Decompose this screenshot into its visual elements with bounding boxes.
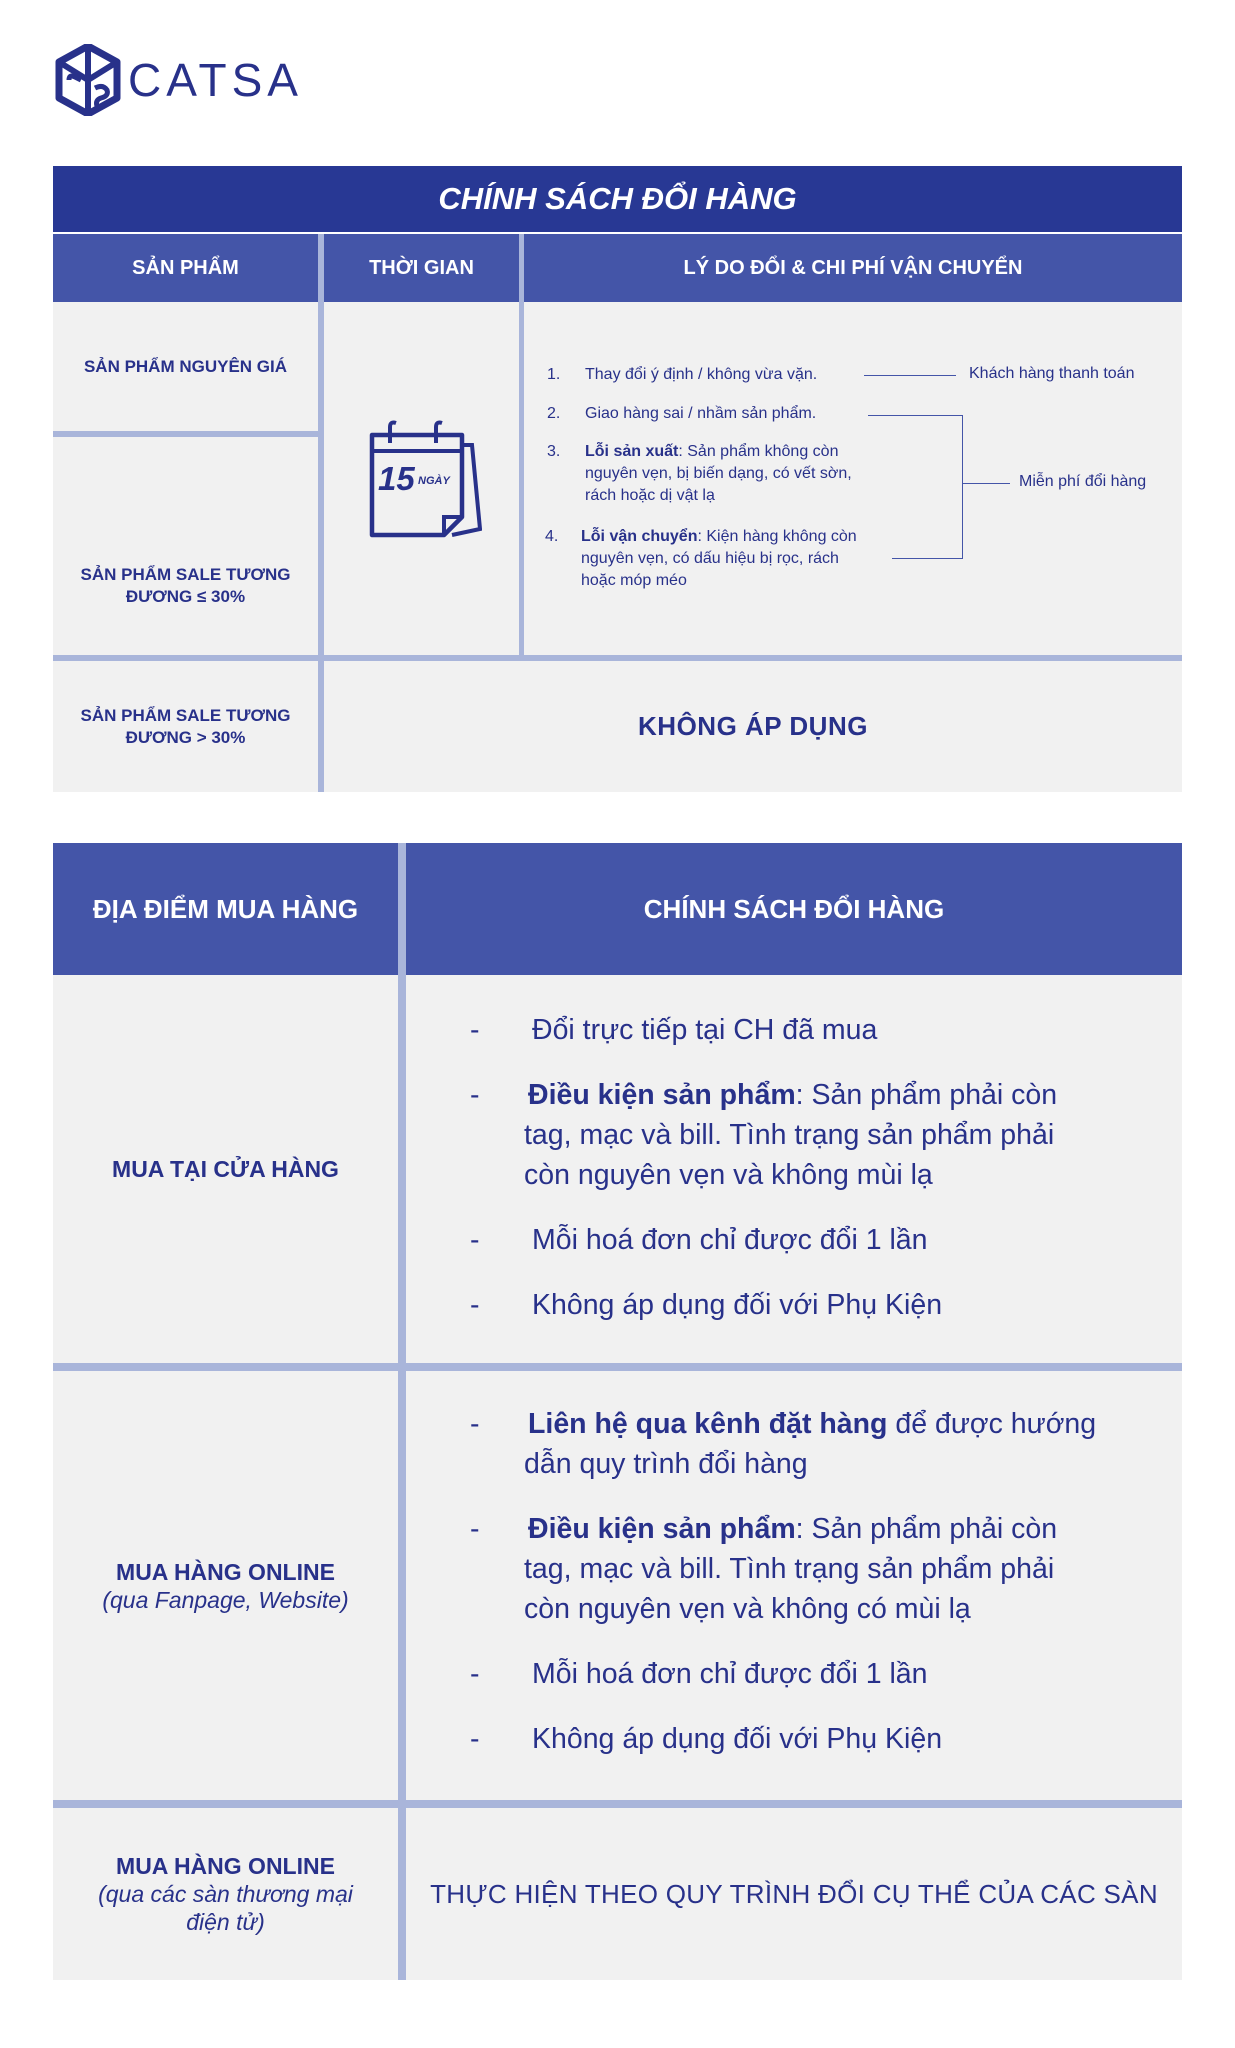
reason-item [585,441,852,507]
reason-number: 3. [547,443,561,460]
policy-item: - Không áp dụng đối với Phụ Kiện [470,1289,943,1321]
reason-text: : Sản phẩm không còn [678,443,839,460]
reason-item: Giao hàng sai / nhầm sản phẩm. [585,405,817,422]
row-label-line: SẢN PHẨM SALE TƯƠNG [80,565,291,584]
reason-text: nguyên vẹn, có dấu hiệu bị rọc, rách [581,550,839,567]
reason-bold: Lỗi sản xuất [585,443,679,460]
catsa-logo-icon [55,44,121,116]
reason-number: 1. [547,366,561,383]
table2-header-policy: CHÍNH SÁCH ĐỔI HÀNG [406,843,1182,975]
policy-item: - Không áp dụng đối với Phụ Kiện [470,1723,943,1755]
duration-unit: NGÀY [418,475,450,487]
location-label: MUA TẠI CỬA HÀNG [112,1156,339,1182]
reason-text: nguyên vẹn, bị biến dạng, có vết sờn, [585,465,852,482]
table2-row-marketplace-policy [406,1808,1182,1980]
store-policy-list [470,1010,1057,1350]
row-label-line: ĐƯƠNG ≤ 30% [125,587,246,606]
reason-text: : Kiện hàng không còn [697,528,857,545]
table2-row-marketplace-location [53,1808,398,1980]
table1-title: CHÍNH SÁCH ĐỔI HÀNG [53,166,1182,232]
row-label-line: ĐƯƠNG > 30% [125,727,246,747]
table1-row-full-price [53,302,318,431]
table2-row-store-location [53,975,398,1363]
row-label: SẢN PHẨM NGUYÊN GIÁ [83,356,288,376]
policy-item: - Đổi trực tiếp tại CH đã mua [470,1014,878,1046]
table1-header-reason: LÝ DO ĐỔI & CHI PHÍ VẬN CHUYỂN [524,234,1182,302]
reason-item: Thay đổi ý định / không vừa vặn. [585,366,818,383]
row-label-line: SẢN PHẨM SALE TƯƠNG [80,705,291,725]
reason-text: hoặc móp méo [581,572,687,589]
duration-number: 15 [378,460,415,497]
not-applicable-text: KHÔNG ÁP DỤNG [638,711,868,741]
table2-row-online-location [53,1371,398,1800]
table1-header-duration: THỜI GIAN [324,234,519,302]
reason-number: 4. [545,528,559,545]
table1-row-sale-le30 [53,437,318,655]
location-note: (qua Fanpage, Website) [102,1586,349,1613]
table2-header-location: ĐỊA ĐIỂM MUA HÀNG [53,843,398,975]
brand-name: CATSA [128,54,303,106]
online-policy-list [470,1404,1096,1784]
location-note: (qua các sàn thương mại [98,1881,353,1907]
table1-row-sale-gt30 [53,661,318,792]
reason-bold: Lỗi vận chuyển [581,528,698,545]
policy-item: - Liên hệ qua kênh đặt hàng để được hướng dẫn quy trình đổi hàng [470,1408,1097,1480]
fee-customer-label: Khách hàng thanh toán [969,365,1135,382]
reason-number: 2. [547,405,561,422]
policy-item: - Điều kiện sản phẩm: Sản phẩm phải còn tag, mạc và bill. Tình trạng sản phẩm phải còn nguyên vẹn và không mùi lạ [470,1079,1058,1191]
reason-item [581,526,857,592]
table1-header-product: SẢN PHẨM [53,234,318,302]
marketplace-procedure: THỰC HIỆN THEO QUY TRÌNH ĐỔI CỤ THỂ CỦA CÁC SÀN [430,1878,1158,1909]
location-label: MUA HÀNG ONLINE [116,1558,335,1585]
policy-item: - Điều kiện sản phẩm: Sản phẩm phải còn tag, mạc và bill. Tình trạng sản phẩm phải còn nguyên vẹn và không có mùi lạ [470,1513,1058,1625]
reason-text: rách hoặc dị vật lạ [585,487,715,504]
fee-free-label: Miễn phí đổi hàng [1019,473,1147,490]
policy-item: - Mỗi hoá đơn chỉ được đổi 1 lần [470,1658,928,1690]
not-applicable-cell [324,661,1182,792]
policy-item: - Mỗi hoá đơn chỉ được đổi 1 lần [470,1224,928,1256]
location-note: điện tử) [186,1909,265,1935]
location-label: MUA HÀNG ONLINE [116,1853,335,1879]
